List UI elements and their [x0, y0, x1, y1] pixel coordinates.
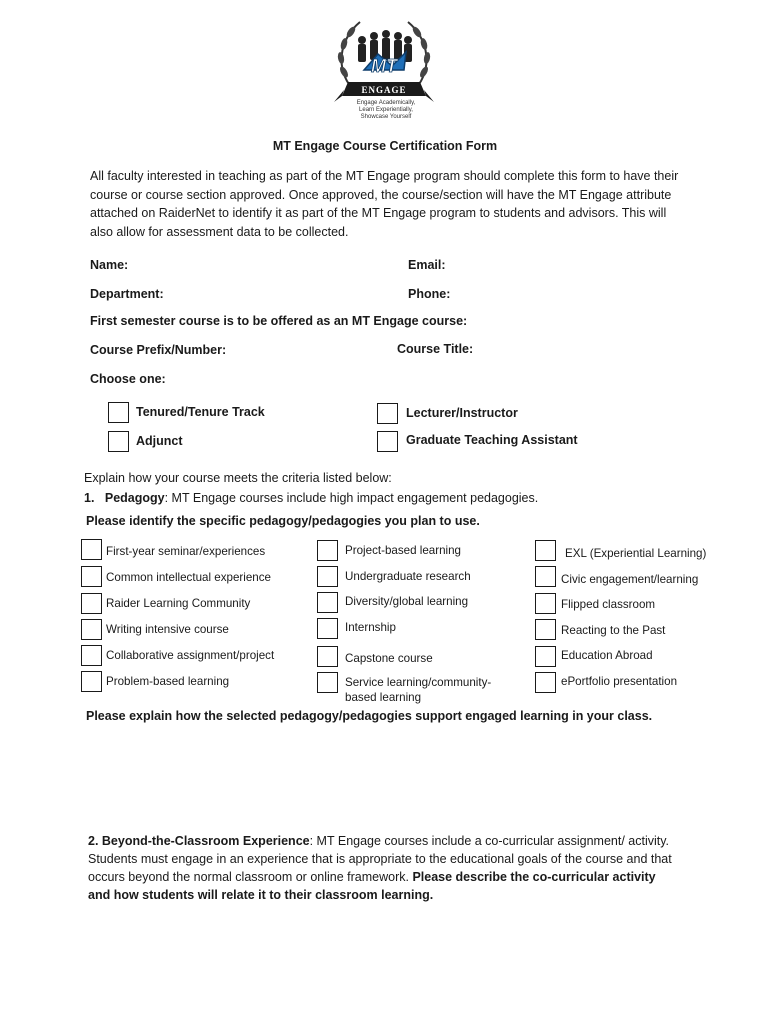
adjunct-label: Adjunct — [136, 434, 183, 448]
pedagogy-checkbox[interactable] — [317, 592, 338, 613]
pedagogy-label: Education Abroad — [561, 649, 653, 662]
pedagogy-label: Collaborative assignment/project — [106, 649, 275, 662]
pedagogy-checkbox[interactable] — [317, 540, 338, 561]
pedagogy-label: EXL (Experiential Learning) — [565, 547, 707, 560]
course-title-label: Course Title: — [397, 342, 474, 356]
pedagogy-checkbox[interactable] — [81, 566, 102, 587]
q1-heading: Pedagogy — [104, 491, 165, 505]
q1-number: 1. — [84, 491, 95, 505]
gta-label: Graduate Teaching Assistant — [406, 433, 578, 447]
pedagogy-checkbox[interactable] — [81, 671, 102, 692]
pedagogy-label: Writing intensive course — [106, 623, 229, 636]
beyond-prompt: Please describe the co-curricular activity and how students will relate it to their classroom learning. — [88, 870, 656, 902]
gta-checkbox[interactable] — [377, 431, 398, 452]
pedagogy-label: Undergraduate research — [345, 570, 471, 583]
pedagogy-checkbox[interactable] — [535, 593, 556, 614]
beyond-text: : MT Engage courses include a co-curricular assignment/ activity. Students must engage in an experience that is appropriate to the educational goals of the course and that occurs beyond the normal classroom or online framework. — [88, 834, 672, 884]
lecturer-label: Lecturer/Instructor — [406, 406, 518, 420]
pedagogy-checkbox[interactable] — [535, 619, 556, 640]
name-label: Name: — [90, 258, 129, 272]
tenured-checkbox[interactable] — [108, 402, 129, 423]
pedagogy-checkbox[interactable] — [81, 619, 102, 640]
support-prompt: Please explain how the selected pedagogy/pedagogies support engaged learning in your class. — [86, 709, 653, 723]
pedagogy-checkbox[interactable] — [535, 540, 556, 561]
pedagogy-checkbox[interactable] — [81, 645, 102, 666]
pedagogy-checkbox[interactable] — [81, 593, 102, 614]
pedagogy-checkbox[interactable] — [317, 672, 338, 693]
pedagogy-label: Problem-based learning — [106, 675, 230, 688]
tenured-label: Tenured/Tenure Track — [136, 405, 265, 419]
identify-prompt: Please identify the specific pedagogy/pedagogies you plan to use. — [86, 514, 480, 528]
pedagogy-question — [84, 491, 538, 505]
pedagogy-checkbox[interactable] — [317, 566, 338, 587]
pedagogy-label-continued: based learning — [345, 691, 422, 704]
pedagogy-label: Reacting to the Past — [561, 624, 666, 637]
pedagogy-label: Flipped classroom — [561, 598, 656, 611]
pedagogy-label: Civic engagement/learning — [561, 573, 699, 586]
pedagogy-checkbox[interactable] — [81, 539, 102, 560]
svg-text:ENGAGE: ENGAGE — [361, 85, 407, 95]
course-prefix-label: Course Prefix/Number: — [90, 343, 227, 357]
pedagogy-label: Diversity/global learning — [345, 595, 469, 608]
pedagogy-label: Common intellectual experience — [106, 571, 271, 584]
pedagogy-label: Capstone course — [345, 652, 433, 665]
department-label: Department: — [90, 287, 164, 301]
choose-one-label: Choose one: — [90, 372, 166, 386]
q1-text: : MT Engage courses include high impact engagement pedagogies. — [164, 491, 539, 505]
pedagogy-checkbox[interactable] — [317, 618, 338, 639]
adjunct-checkbox[interactable] — [108, 431, 129, 452]
logo-tagline: Engage Academically, Learn Experientially, Showcase Yourself — [356, 100, 416, 120]
pedagogy-label: Internship — [345, 621, 396, 634]
pedagogy-label: ePortfolio presentation — [561, 675, 678, 688]
beyond-classroom-section — [88, 832, 678, 904]
pedagogy-checkbox[interactable] — [535, 672, 556, 693]
pedagogy-checkbox[interactable] — [535, 646, 556, 667]
email-label: Email: — [408, 258, 446, 272]
lecturer-checkbox[interactable] — [377, 403, 398, 424]
pedagogy-checkbox[interactable] — [535, 566, 556, 587]
pedagogy-label: First-year seminar/experiences — [106, 545, 266, 558]
pedagogy-label: Project-based learning — [345, 544, 462, 557]
pedagogy-label: Raider Learning Community — [106, 597, 251, 610]
first-semester-label: First semester course is to be offered as an MT Engage course: — [90, 314, 468, 328]
form-title: MT Engage Course Certification Form — [272, 139, 498, 153]
svg-text:MT: MT — [371, 56, 397, 76]
criteria-intro: Explain how your course meets the criteria listed below: — [84, 471, 392, 485]
intro-paragraph: All faculty interested in teaching as part of the MT Engage program should complete this form to have their course or course section approved. Once approved, the course/section will have the MT Engage attribute attached on RaiderNet to identify it as part of the MT Engage program to students and advisors. This will also allow for assessment data to be collected. — [90, 169, 679, 239]
pedagogy-label: Service learning/community- — [345, 676, 492, 689]
pedagogy-checkbox[interactable] — [317, 646, 338, 667]
phone-label: Phone: — [408, 287, 451, 301]
beyond-heading: 2. Beyond-the-Classroom Experience — [88, 834, 310, 848]
